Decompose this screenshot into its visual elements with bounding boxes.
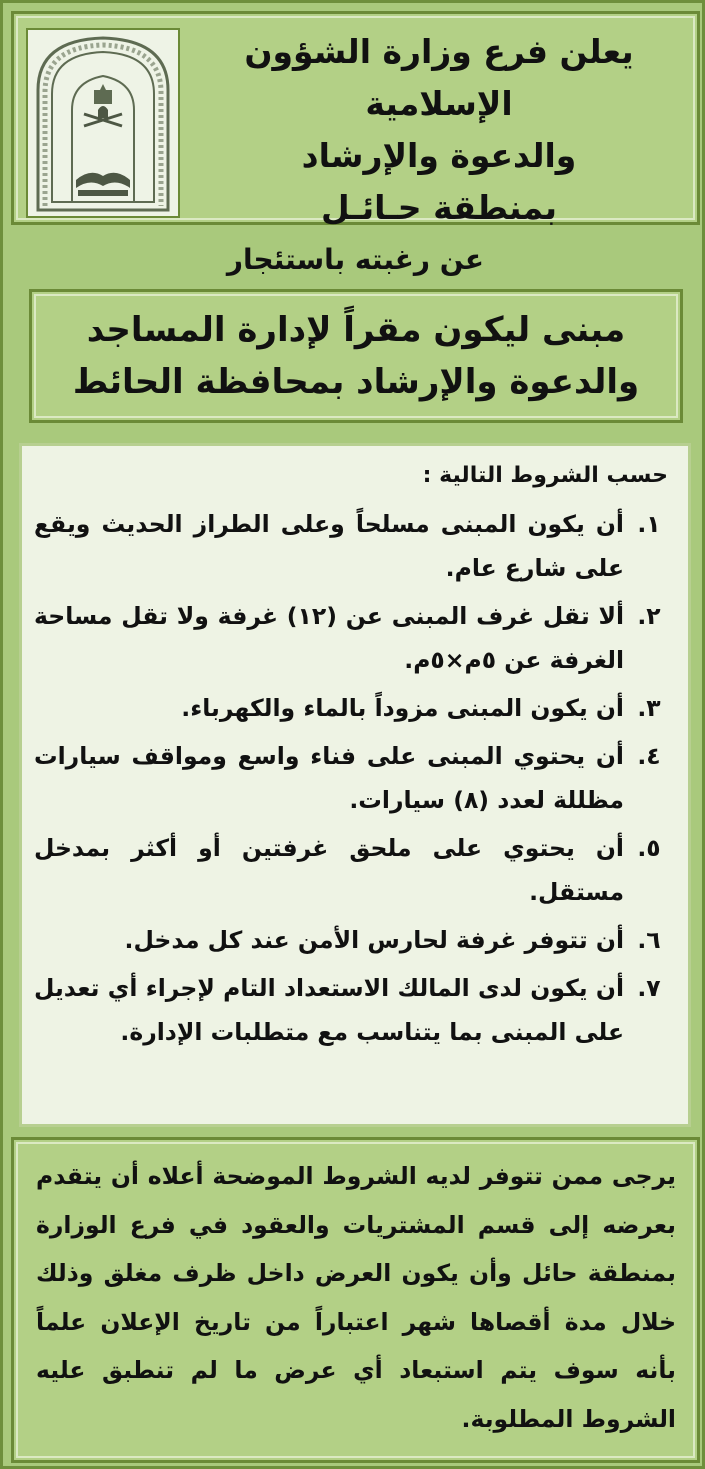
ministry-emblem-icon	[28, 30, 178, 216]
instructions-text: يرجى ممن تتوفر لديه الشروط الموضحة أعلاه أن يتقدم بعرضه إلى قسم المشتريات والعقود في فرع الوزارة بمنطقة حائل وأن يكون العرض داخل ظرف مغلق وذلك خلال مدة أقصاها شهر اعتباراً من تاريخ الإعلان علماً بأنه سوف يتم استبعاد أي عرض ما لم تنطبق عليه الشروط المطلوبة.	[36, 1162, 676, 1433]
condition-number: ٦.	[637, 926, 661, 954]
condition-text: أن يحتوي المبنى على فناء واسع ومواقف سيارات مظللة لعدد (٨) سيارات.	[34, 742, 624, 814]
condition-item	[34, 502, 674, 590]
announcement-heading	[189, 26, 689, 234]
condition-item	[34, 734, 674, 822]
condition-number: ٤.	[637, 742, 661, 770]
property-title	[32, 304, 680, 408]
header-panel	[11, 11, 700, 225]
condition-item	[34, 826, 674, 914]
heading-line: يعلن فرع وزارة الشؤون الإسلامية	[244, 32, 634, 123]
condition-item	[34, 594, 674, 682]
subtitle: عن رغبته باستئجار	[226, 243, 485, 276]
condition-number: ٣.	[637, 694, 661, 722]
title-panel	[29, 289, 683, 423]
conditions-list	[34, 502, 674, 1058]
condition-item	[34, 966, 674, 1054]
condition-text: أن تتوفر غرفة لحارس الأمن عند كل مدخل.	[124, 926, 624, 954]
condition-number: ٥.	[637, 834, 661, 862]
condition-number: ٧.	[637, 974, 661, 1002]
condition-text: أن يحتوي على ملحق غرفتين أو أكثر بمدخل مستقل.	[34, 834, 624, 906]
instructions-panel	[11, 1137, 700, 1463]
condition-item	[34, 918, 674, 962]
condition-number: ٢.	[637, 602, 661, 630]
ministry-logo-icon	[26, 28, 180, 218]
title-line: مبنى ليكون مقراً لإدارة المساجد	[86, 310, 626, 350]
condition-text: أن يكون المبنى مزوداً بالماء والكهرباء.	[181, 694, 624, 722]
condition-number: ١.	[637, 510, 661, 538]
conditions-panel	[19, 443, 691, 1127]
title-line: والدعوة والإرشاد بمحافظة الحائط	[72, 362, 640, 402]
condition-text: أن يكون لدى المالك الاستعداد التام لإجراء أي تعديل على المبنى بما يتناسب مع متطلبات الإدارة.	[34, 974, 624, 1046]
condition-text: أن يكون المبنى مسلحاً وعلى الطراز الحديث ويقع على شارع عام.	[34, 510, 624, 582]
condition-text: ألا تقل غرف المبنى عن (١٢) غرفة ولا تقل مساحة الغرفة عن ٥م×٥م.	[34, 602, 624, 674]
heading-line: بمنطقة حـائـل	[321, 188, 557, 227]
heading-line: والدعوة والإرشاد	[301, 136, 577, 175]
conditions-heading: حسب الشروط التالية :	[422, 463, 668, 488]
condition-item	[34, 686, 674, 730]
